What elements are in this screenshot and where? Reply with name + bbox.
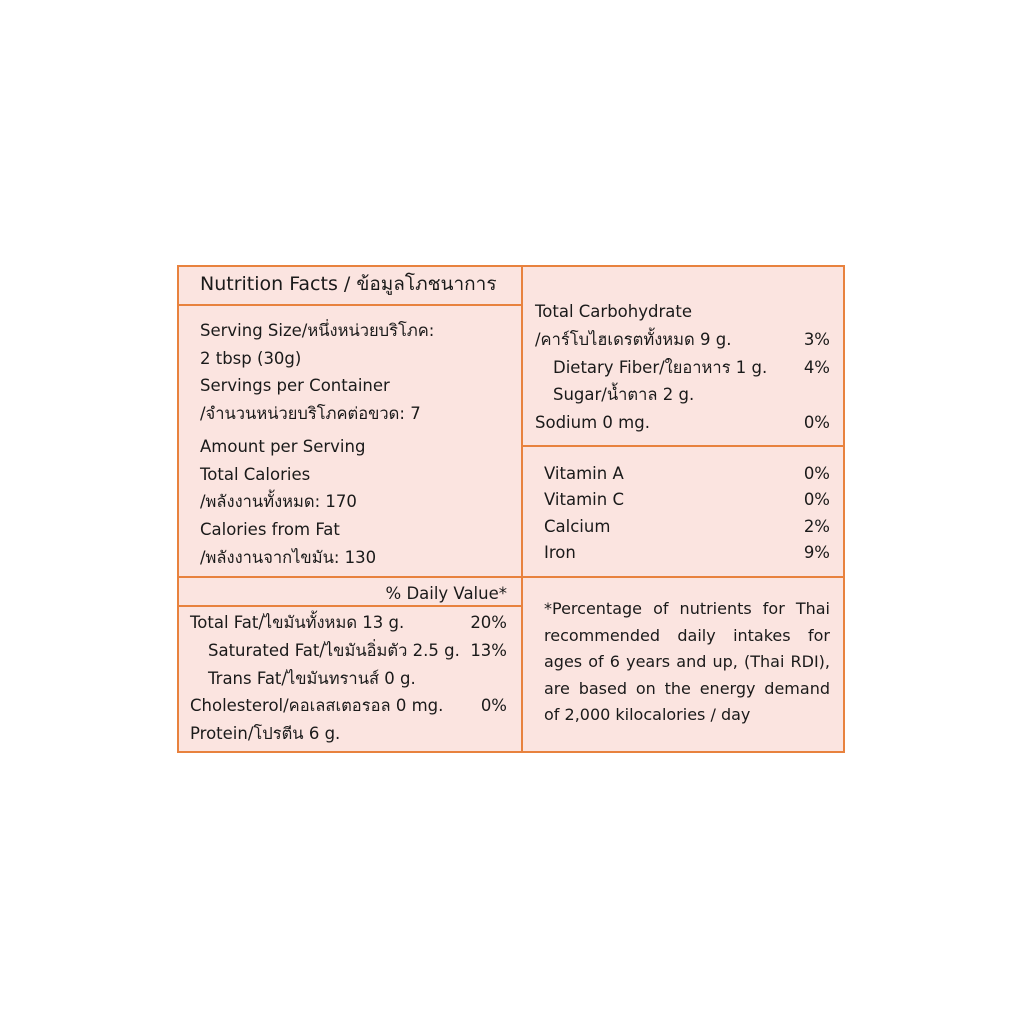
vitamin-c-label: Vitamin C: [544, 490, 624, 509]
middle-divider: [177, 576, 845, 578]
vitamin-a-label: Vitamin A: [544, 464, 624, 483]
total-fat-pct: 20%: [470, 613, 507, 632]
servings-per-container-label: Servings per Container: [200, 376, 390, 395]
calories-from-fat-thai: /พลังงานจากไขมัน: 130: [200, 548, 377, 567]
title-divider: [177, 304, 523, 306]
total-carbohydrate-pct: 3%: [803, 330, 830, 349]
cholesterol-label: Cholesterol/คอเลสเตอรอล 0 mg.: [190, 696, 444, 715]
saturated-fat-pct: 13%: [470, 641, 507, 660]
iron-pct: 9%: [803, 543, 830, 562]
calcium-label: Calcium: [544, 517, 611, 536]
saturated-fat-label: Saturated Fat/ไขมันอิ่มตัว 2.5 g.: [208, 641, 460, 660]
dietary-fiber-pct: 4%: [803, 358, 830, 377]
trans-fat-label: Trans Fat/ไขมันทรานส์ 0 g.: [208, 669, 416, 688]
serving-size-value: 2 tbsp (30g): [200, 349, 302, 368]
vitamin-c-pct: 0%: [803, 490, 830, 509]
sodium-pct: 0%: [803, 413, 830, 432]
sugar-label: Sugar/น้ำตาล 2 g.: [553, 385, 695, 404]
center-divider: [521, 265, 523, 753]
panel-title: Nutrition Facts / ข้อมูลโภชนาการ: [200, 273, 497, 295]
amount-per-serving: Amount per Serving: [200, 437, 366, 456]
vitamins-divider: [521, 445, 845, 447]
total-carbohydrate-thai: /คาร์โบไฮเดรตทั้งหมด 9 g.: [535, 330, 732, 349]
total-calories-label: Total Calories: [200, 465, 311, 484]
sodium-label: Sodium 0 mg.: [535, 413, 650, 432]
calcium-pct: 2%: [803, 517, 830, 536]
protein-label: Protein/โปรตีน 6 g.: [190, 724, 341, 743]
total-calories-thai: /พลังงานทั้งหมด: 170: [200, 492, 357, 511]
servings-per-container-thai: /จำนวนหน่วยบริโภคต่อขวด: 7: [200, 404, 421, 423]
serving-size-label: Serving Size/หนึ่งหน่วยบริโภค:: [200, 321, 435, 340]
calories-from-fat-label: Calories from Fat: [200, 520, 340, 539]
dietary-fiber-label: Dietary Fiber/ใยอาหาร 1 g.: [553, 358, 768, 377]
rdi-footnote: *Percentage of nutrients for Thai recommended daily intakes for ages of 6 years and up, (Thai RDI), are based on the energy demand of 2,000 kilocalories / day: [544, 599, 830, 724]
total-fat-label: Total Fat/ไขมันทั้งหมด 13 g.: [190, 613, 405, 632]
iron-label: Iron: [544, 543, 576, 562]
total-carbohydrate-label: Total Carbohydrate: [535, 302, 692, 321]
cholesterol-pct: 0%: [480, 696, 507, 715]
daily-value-header: % Daily Value*: [385, 584, 507, 603]
daily-value-divider: [177, 605, 523, 607]
vitamin-a-pct: 0%: [803, 464, 830, 483]
